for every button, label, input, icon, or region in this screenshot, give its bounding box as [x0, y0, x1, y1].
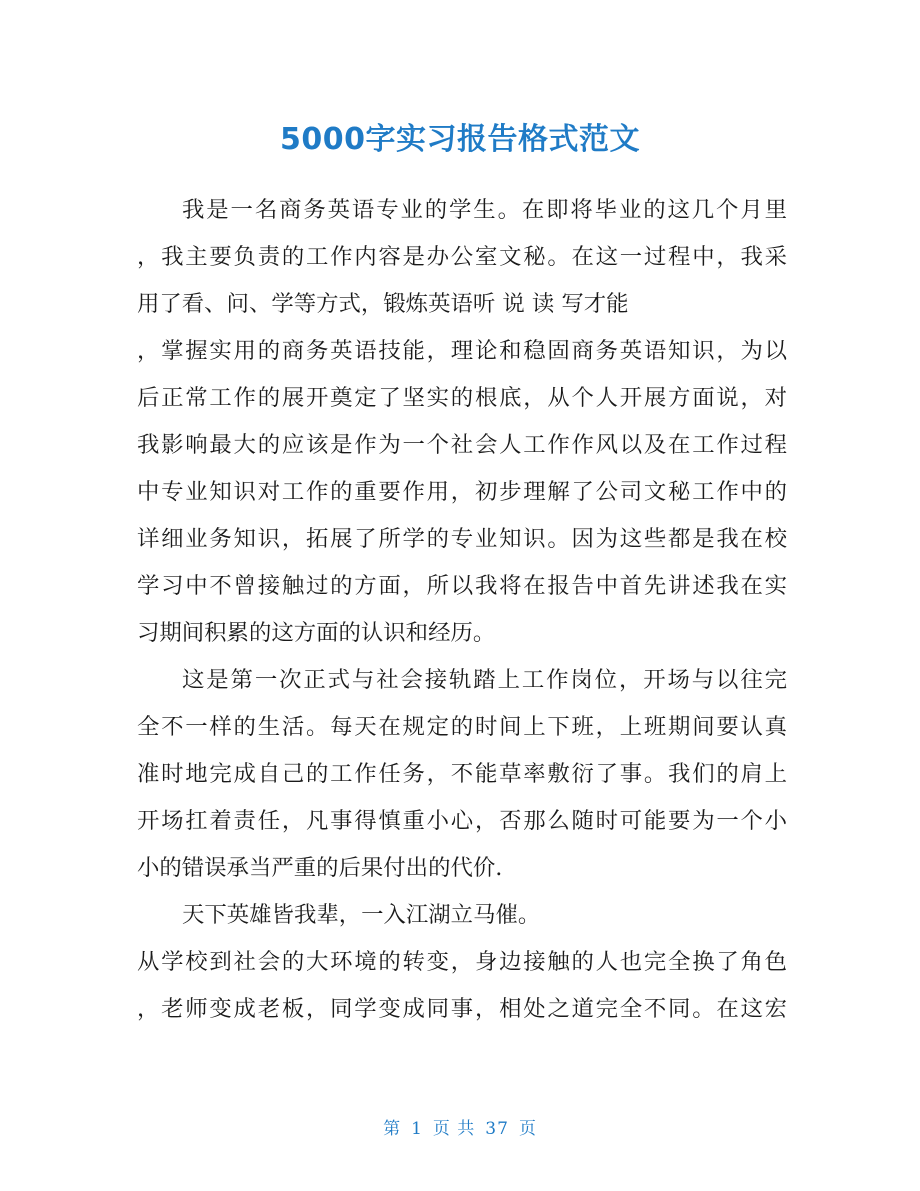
- text-line: 全不一样的生活。每天在规定的时间上下班，上班期间要认真: [137, 714, 787, 740]
- text-line: 从学校到社会的大环境的转变，身边接触的人也完全换了角色: [137, 949, 787, 975]
- text-line: ，老师变成老板，同学变成同事，相处之道完全不同。在这宏: [137, 996, 787, 1022]
- footer-middle: 页 共: [432, 1119, 476, 1139]
- text-line: 学习中不曾接触过的方面，所以我将在报告中首先讲述我在实: [137, 573, 787, 599]
- document-body: [137, 187, 787, 1033]
- page-footer: [0, 1114, 920, 1139]
- text-line: 我是一名商务英语专业的学生。在即将毕业的这几个月里: [182, 197, 787, 223]
- text-line: ，掌握实用的商务英语技能，理论和稳固商务英语知识，为以: [137, 338, 787, 364]
- text-line: 用了看、问、学等方式，锻炼英语听 说 读 写才能: [137, 291, 629, 317]
- footer-total-pages: 37: [485, 1119, 509, 1139]
- footer-prefix: 第: [383, 1119, 402, 1139]
- footer-suffix: 页: [518, 1119, 537, 1139]
- text-line: 这是第一次正式与社会接轨踏上工作岗位，开场与以往完: [182, 667, 787, 693]
- text-line: 我影响最大的应该是作为一个社会人工作作风以及在工作过程: [137, 432, 787, 458]
- text-line: 小的错误承当严重的后果付出的代价.: [137, 855, 503, 881]
- text-line: 详细业务知识，拓展了所学的专业知识。因为这些都是我在校: [137, 526, 787, 552]
- text-line: 天下英雄皆我辈，一入江湖立马催。: [182, 902, 541, 928]
- text-line: 后正常工作的展开奠定了坚实的根底，从个人开展方面说，对: [137, 385, 787, 411]
- text-line: ，我主要负责的工作内容是办公室文秘。在这一过程中，我采: [137, 244, 787, 270]
- text-line: 准时地完成自己的工作任务，不能草率敷衍了事。我们的肩上: [137, 761, 787, 787]
- text-line: 习期间积累的这方面的认识和经历。: [137, 620, 496, 646]
- page-title: 5000字实习报告格式范文: [280, 122, 640, 157]
- text-line: 开场扛着责任，凡事得慎重小心，否那么随时可能要为一个小: [137, 808, 787, 834]
- text-line: 中专业知识对工作的重要作用，初步理解了公司文秘工作中的: [137, 479, 787, 505]
- footer-page-number: 1: [411, 1119, 423, 1139]
